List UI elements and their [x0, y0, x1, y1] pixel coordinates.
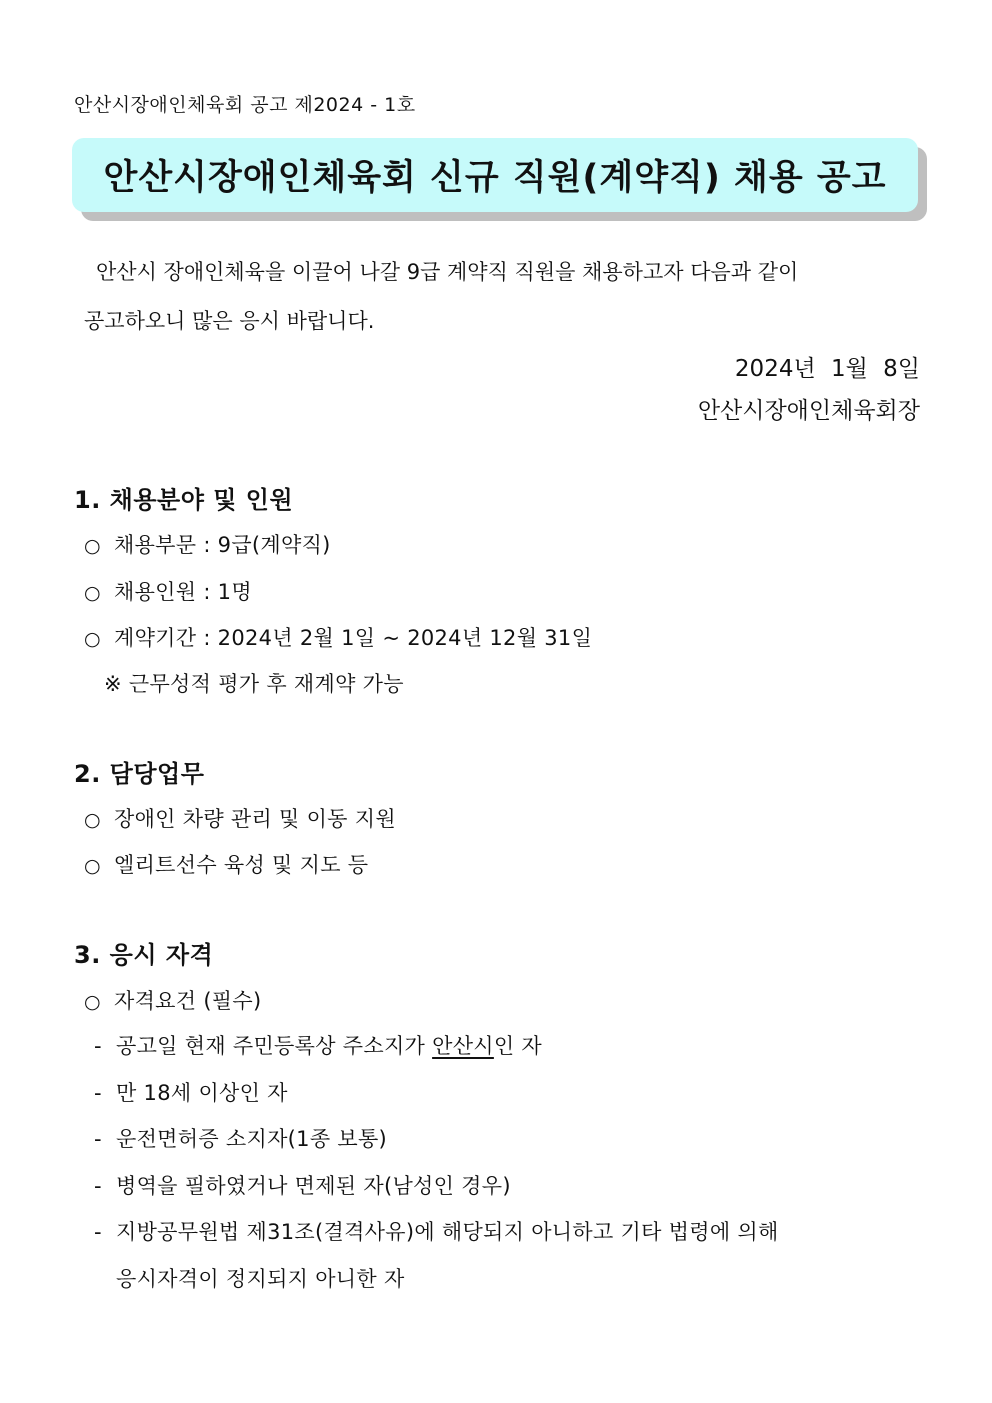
sub-item-text: 만 18세 이상인 자 [116, 1081, 288, 1105]
item-text: 장애인 차량 관리 및 이동 지원 [114, 807, 396, 831]
sub-item-text: 병역을 필하였거나 면제된 자(남성인 경우) [116, 1174, 511, 1198]
list-item [84, 803, 396, 833]
item-text: 채용부문 : 9급(계약직) [114, 533, 331, 557]
intro-line-2: 공고하오니 많은 응시 바랍니다. [84, 309, 375, 333]
circle-bullet-icon: ○ [84, 809, 101, 831]
title-banner [72, 138, 918, 212]
circle-bullet-icon: ○ [84, 855, 101, 877]
dash-bullet: - [94, 1174, 102, 1198]
list-item [84, 529, 331, 559]
sub-list-item [94, 1030, 542, 1060]
circle-bullet-icon: ○ [84, 582, 101, 604]
sub-item-text: 공고일 현재 주민등록상 주소지가 [116, 1034, 433, 1058]
section-3-title: 3. 응시 자격 [74, 941, 214, 969]
item-text: 자격요건 (필수) [114, 989, 262, 1013]
section-2-title: 2. 담당업무 [74, 760, 205, 788]
notice-date: 2024년 1월 8일 [734, 356, 920, 382]
page-title: 안산시장애인체육회 신규 직원(계약직) 채용 공고 [103, 158, 887, 198]
underlined-city: 안산시 [432, 1034, 494, 1058]
item-text: 채용인원 : 1명 [114, 580, 252, 604]
sub-list-item [94, 1077, 288, 1107]
intro-line-1: 안산시 장애인체육을 이끌어 나갈 9급 계약직 직원을 채용하고자 다음과 같이 [96, 260, 799, 284]
organization-signature: 안산시장애인체육회장 [697, 398, 920, 424]
sub-item-text: 운전면허증 소지자(1종 보통) [116, 1127, 388, 1151]
list-item [84, 985, 261, 1015]
title-box [72, 138, 918, 212]
notice-number: 안산시장애인체육회 공고 제2024 - 1호 [74, 94, 416, 116]
sub-list-item-continuation: 응시자격이 정지되지 아니한 자 [116, 1267, 405, 1291]
section-1-title: 1. 채용분야 및 인원 [74, 486, 294, 514]
list-item [84, 622, 592, 652]
circle-bullet-icon: ○ [84, 628, 101, 650]
sub-list-item [94, 1123, 387, 1153]
circle-bullet-icon: ○ [84, 535, 101, 557]
sub-list-item [94, 1170, 511, 1200]
section-1-note: ※ 근무성적 평가 후 재계약 가능 [104, 672, 404, 696]
dash-bullet: - [94, 1220, 102, 1244]
list-item [84, 849, 368, 879]
dash-bullet: - [94, 1127, 102, 1151]
sub-item-text: 지방공무원법 제31조(결격사유)에 해당되지 아니하고 기타 법령에 의해 [116, 1220, 779, 1244]
dash-bullet: - [94, 1081, 102, 1105]
list-item [84, 576, 252, 606]
sub-item-text-end: 인 자 [493, 1034, 543, 1058]
sub-list-item [94, 1216, 779, 1246]
dash-bullet: - [94, 1034, 102, 1058]
item-text: 엘리트선수 육성 및 지도 등 [114, 853, 369, 877]
item-text: 계약기간 : 2024년 2월 1일 ~ 2024년 12월 31일 [114, 626, 593, 650]
circle-bullet-icon: ○ [84, 991, 101, 1013]
intro-paragraph [84, 248, 916, 346]
